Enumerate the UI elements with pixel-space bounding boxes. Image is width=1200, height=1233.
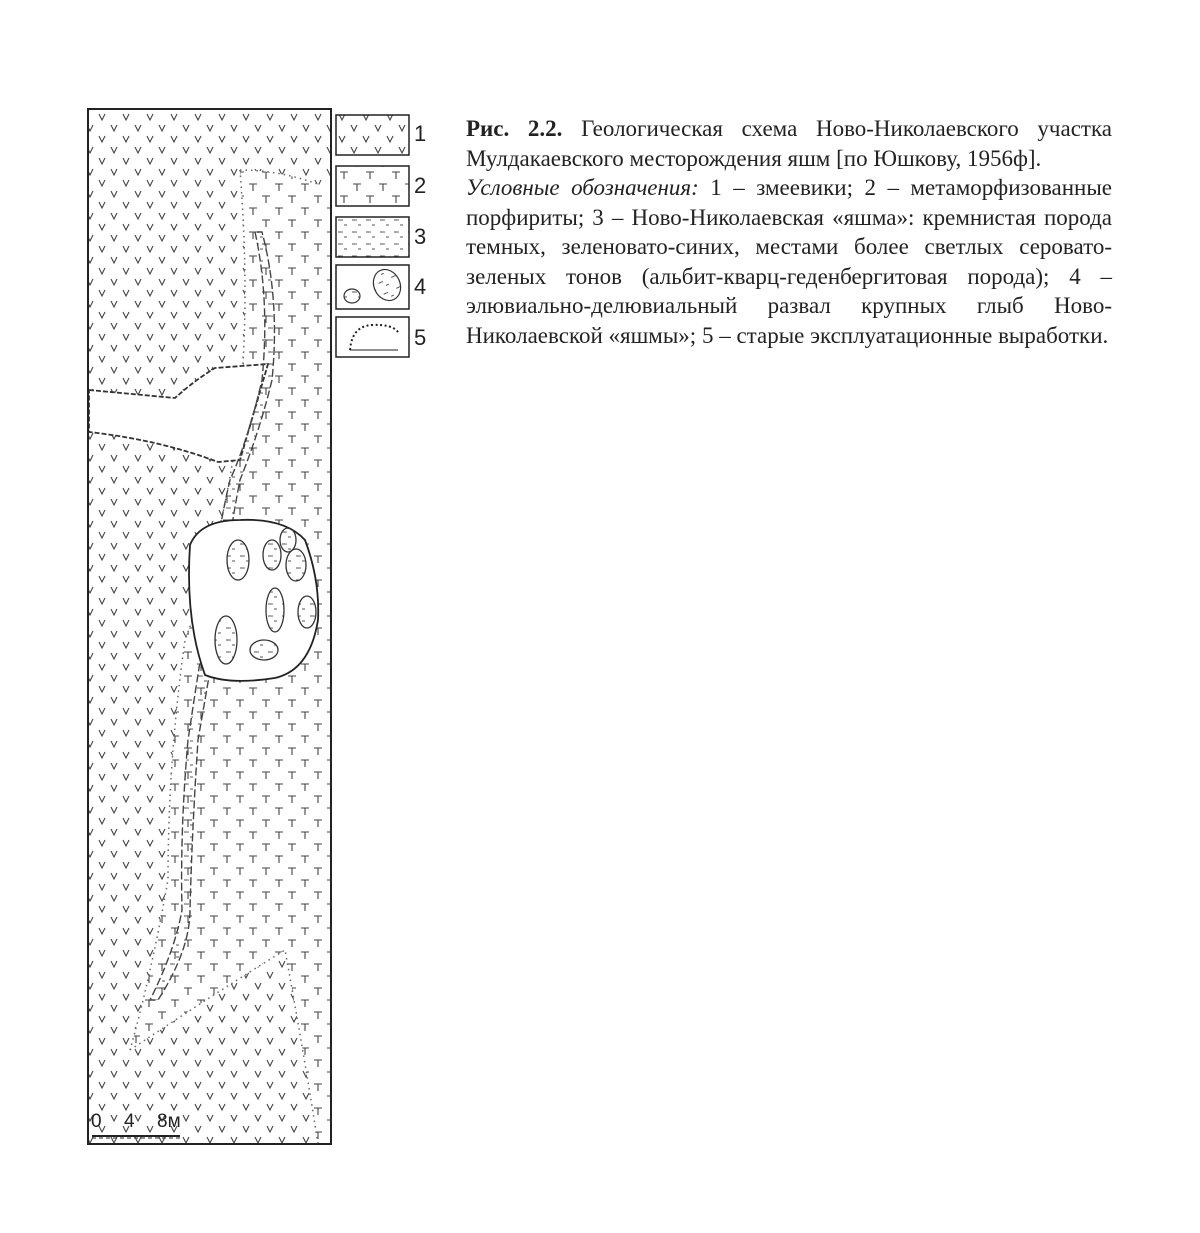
legend-box-4 <box>336 265 409 309</box>
legend-number-5: 5 <box>414 325 427 350</box>
scale-tick-0: 0 <box>91 1111 102 1132</box>
legend-number-2: 2 <box>414 173 427 198</box>
legend <box>336 115 409 357</box>
legend-number-4: 4 <box>414 274 427 299</box>
legend-intro: Условные обозначения: <box>466 175 699 200</box>
map-area <box>88 109 331 1144</box>
scale-tick-4: 4 <box>124 1111 135 1132</box>
block-scree <box>189 520 318 681</box>
legend-number-1: 1 <box>414 121 427 146</box>
legend-box-5 <box>336 317 409 357</box>
figure-caption <box>466 114 1112 350</box>
legend-box-1 <box>336 115 409 155</box>
legend-number-3: 3 <box>414 224 427 249</box>
legend-box-3 <box>336 217 409 257</box>
caption-title: Геологическая схема Ново-Николаевского участка Мулдакаевского месторождения яшм [по Юшкову, 1956ф]. <box>466 116 1112 171</box>
caption-label: Рис. 2.2. <box>466 116 563 141</box>
legend-description: 1 – змеевики; 2 – метаморфизованные порфириты; 3 – Ново-Николаевская «яшма»: кремнистая порода темных, зеленовато-синих, местами более светлых серовато-зеленых тонов (альбит-кварц-геденбергитовая порода); 4 – элювиально-делювиальный развал крупных глыб Ново-Николаевской «яшмы»; 5 – старые эксплуатационные выработки. <box>466 175 1112 348</box>
scale-tick-8m: 8м <box>157 1111 181 1132</box>
legend-box-2 <box>336 166 409 206</box>
